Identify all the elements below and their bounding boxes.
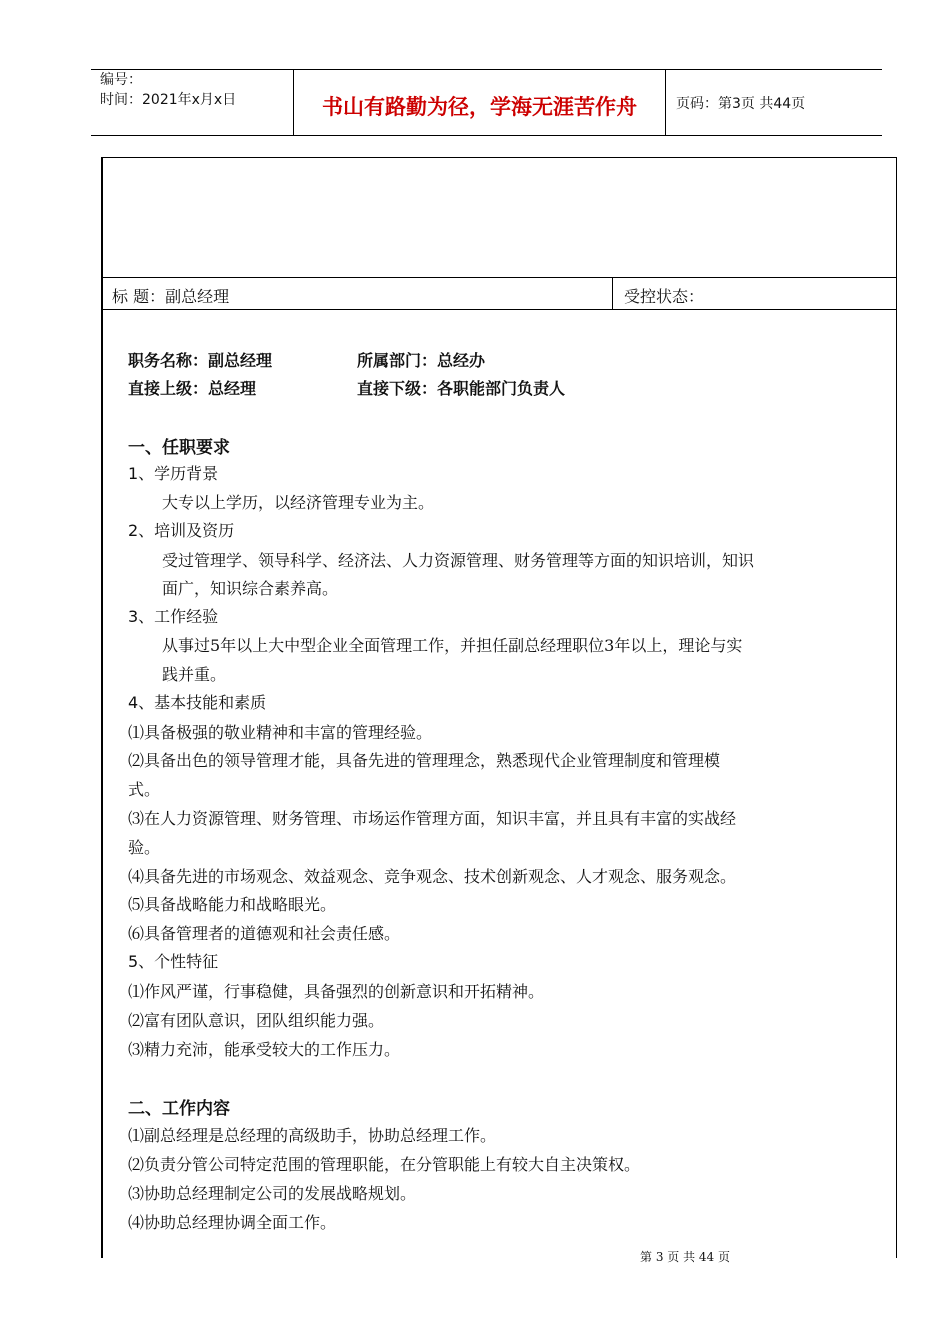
subsection-title: 1、学历背景 — [128, 464, 219, 483]
list-item: ⑴作风严谨，行事稳健，具备强烈的创新意识和开拓精神。 — [128, 982, 545, 1001]
section-heading-requirements: 一、任职要求 — [128, 438, 230, 458]
title-row — [103, 277, 896, 310]
header-meta — [100, 70, 236, 110]
job-department: 所属部门：总经办 — [357, 351, 486, 370]
list-item: ⑵具备出色的领导管理才能，具备先进的管理理念，熟悉现代企业管理制度和管理模 — [128, 751, 721, 770]
subsection-text: 从事过5年以上大中型企业全面管理工作，并担任副总经理职位3年以上，理论与实 — [162, 636, 743, 655]
job-superior: 直接上级：总经理 — [128, 379, 257, 398]
list-item: ⑵负责分管公司特定范围的管理职能，在分管职能上有较大自主决策权。 — [128, 1155, 641, 1174]
section-heading-duties: 二、工作内容 — [128, 1099, 230, 1119]
list-item: ⑴具备极强的敬业精神和丰富的管理经验。 — [128, 723, 433, 742]
subsection-title: 2、培训及资历 — [128, 521, 235, 540]
document-number: 编号： — [100, 72, 142, 88]
control-status: 受控状态： — [624, 287, 705, 306]
header-page-number: 页码：第3页 共44页 — [676, 96, 806, 112]
job-name: 职务名称：副总经理 — [128, 351, 273, 370]
subsection-text: 受过管理学、领导科学、经济法、人力资源管理、财务管理等方面的知识培训，知识 — [162, 551, 755, 570]
list-item: 式。 — [128, 780, 161, 799]
form-title: 标 题：副总经理 — [112, 287, 230, 306]
list-item: ⑹具备管理者的道德观和社会责任感。 — [128, 924, 401, 943]
list-item: ⑶协助总经理制定公司的发展战略规划。 — [128, 1184, 417, 1203]
header-bottom-rule — [91, 135, 882, 136]
subsection-title: 5、个性特征 — [128, 952, 219, 971]
header-divider-right — [665, 70, 666, 136]
list-item: ⑴副总经理是总经理的高级助手，协助总经理工作。 — [128, 1126, 497, 1145]
title-row-divider — [612, 278, 613, 309]
subsection-title: 4、基本技能和素质 — [128, 693, 267, 712]
list-item: ⑶在人力资源管理、财务管理、市场运作管理方面，知识丰富，并且具有丰富的实战经 — [128, 809, 737, 828]
subsection-text: 践并重。 — [162, 665, 227, 684]
list-item: ⑷具备先进的市场观念、效益观念、竞争观念、技术创新观念、人才观念、服务观念。 — [128, 867, 737, 886]
document-date: 时间：2021年x月x日 — [100, 92, 237, 108]
subsection-text: 面广，知识综合素养高。 — [162, 579, 339, 598]
job-subordinate: 直接下级：各职能部门负责人 — [357, 379, 566, 398]
list-item: ⑸具备战略能力和战略眼光。 — [128, 895, 337, 914]
list-item: ⑷协助总经理协调全面工作。 — [128, 1213, 337, 1232]
list-item: ⑶精力充沛，能承受较大的工作压力。 — [128, 1040, 401, 1059]
list-item: ⑵富有团队意识，团队组织能力强。 — [128, 1011, 385, 1030]
list-item: 验。 — [128, 838, 161, 857]
subsection-title: 3、工作经验 — [128, 607, 219, 626]
form-box — [101, 157, 897, 1258]
header-motto: 书山有路勤为径，学海无涯苦作舟 — [322, 95, 637, 119]
subsection-text: 大专以上学历，以经济管理专业为主。 — [162, 493, 435, 512]
page-footer: 第 3 页 共 44 页 — [640, 1250, 730, 1264]
